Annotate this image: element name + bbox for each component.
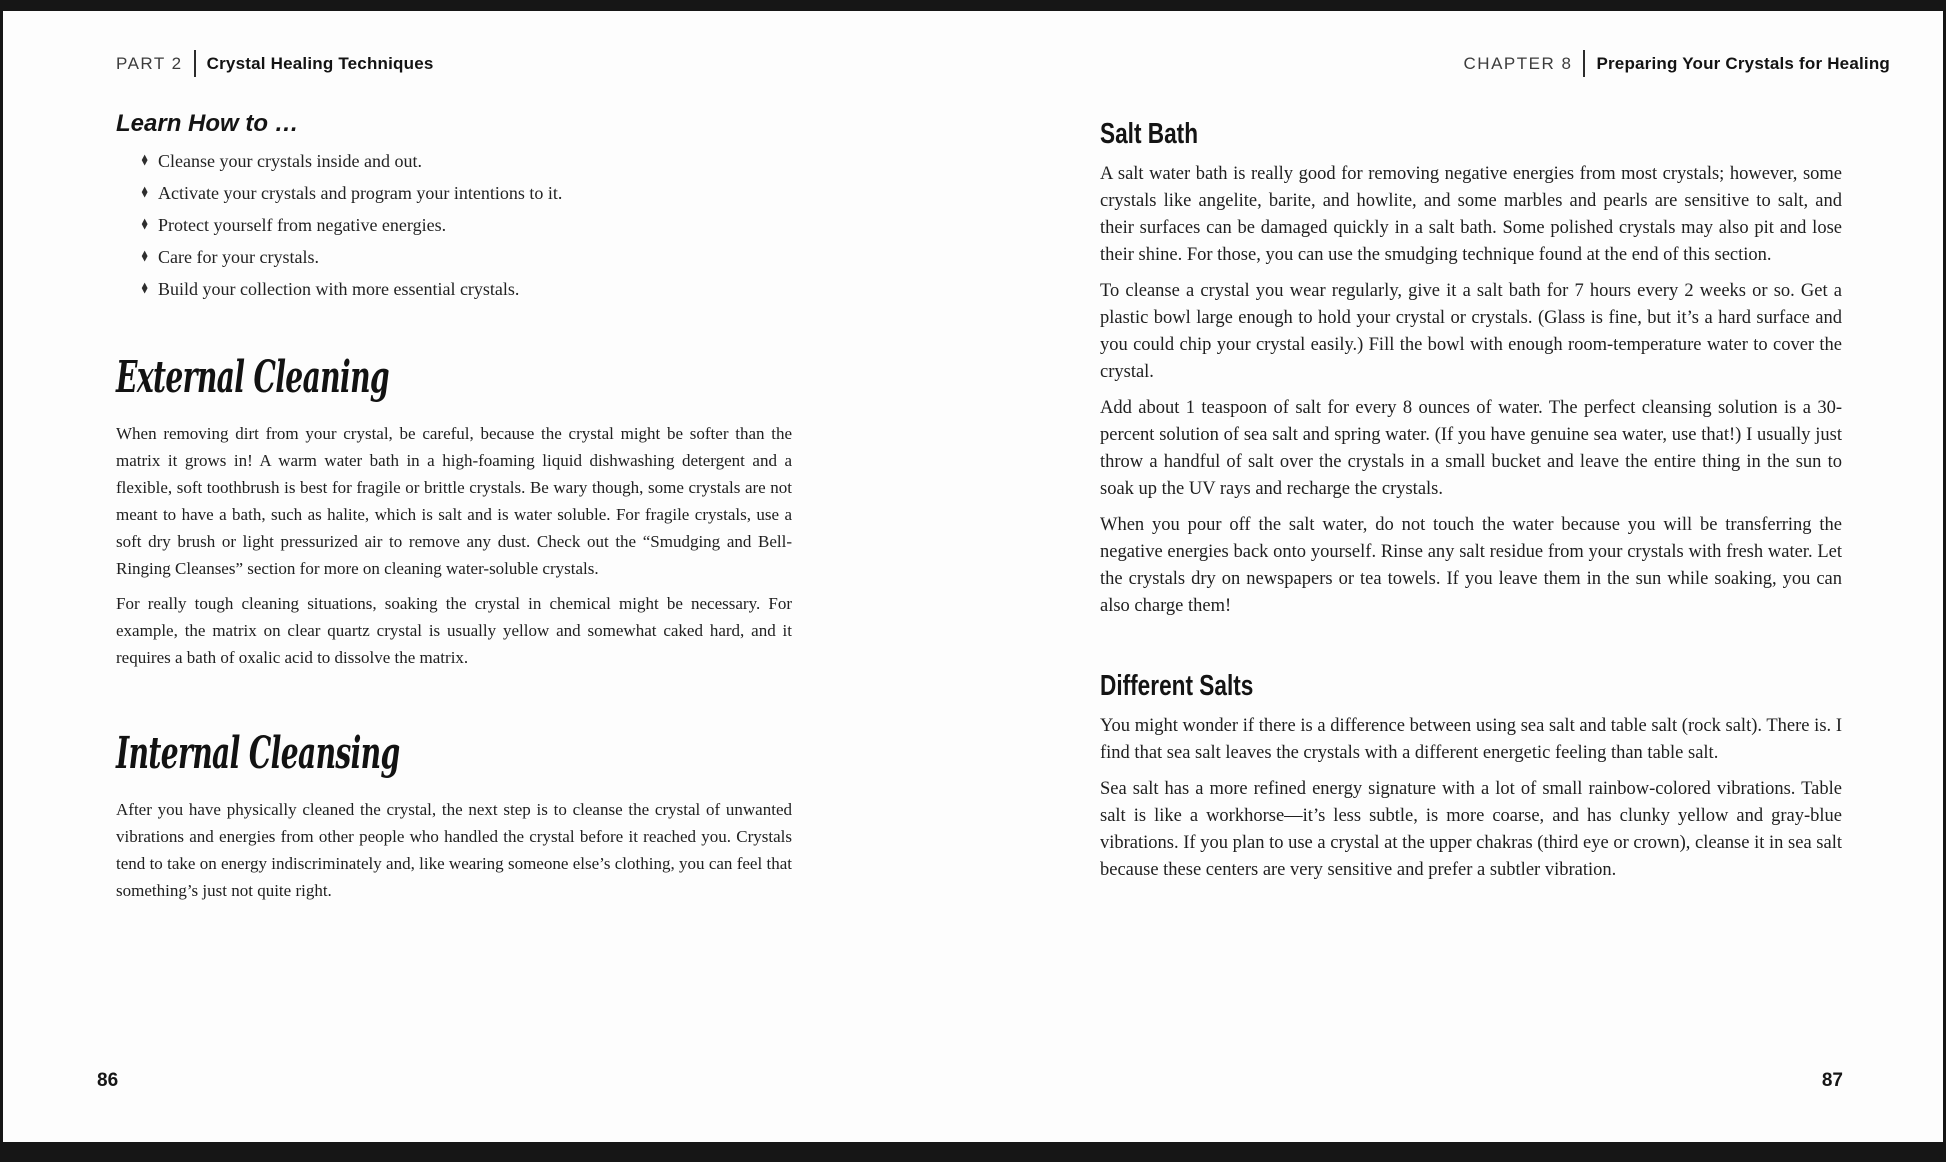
bullet-item-text: Care for your crystals. — [158, 247, 319, 267]
body-paragraph: Add about 1 teaspoon of salt for every 8 ounces of water. The perfect cleansing solution is a 30-percent solution of sea salt and spring water. (If you have genuine sea water, use that!) I usually just throw a handful of salt over the crystals in a small bucket and leave the entire thing in the sun to soak up the UV rays and recharge the crystals. — [1100, 398, 1842, 499]
running-header-right — [1464, 50, 1890, 77]
body-paragraph: After you have physically cleaned the crystal, the next step is to cleanse the crystal of unwanted vibrations and energies from other people who handled the crystal before it reached you. Crystals tend to take on energy indiscriminately and, like wearing someone else’s clothing, you can feel that something’s just not quite right. — [116, 800, 792, 900]
chapter-label: CHAPTER 8 — [1463, 53, 1573, 73]
list-item — [140, 183, 736, 204]
chapter-title: Preparing Your Crystals for Healing — [1596, 53, 1890, 73]
page-number-right: 87 — [1821, 1070, 1843, 1091]
section-heading: Salt Bath — [1100, 118, 1199, 150]
body-paragraph: You might wonder if there is a difference between using sea salt and table salt (rock salt). There is. I find that sea salt leaves the crystals with a different energetic feeling than table salt. — [1100, 716, 1842, 763]
page-number-left: 86 — [97, 1070, 119, 1091]
learn-how-heading: Learn How to … — [116, 110, 299, 137]
body-paragraph: When removing dirt from your crystal, be careful, because the crystal might be softer than the matrix it grows in! A warm water bath in a high-foaming liquid dishwashing detergent and a flexible, soft toothbrush is best for fragile or brittle crystals. Be wary though, some crystals are not meant to have a bath, such as halite, which is salt and is water soluble. For fragile crystals, use a soft dry brush or light pressurized air to remove any dust. Check out the “Smudging and Bell-Ringing Cleanses” section for more on cleaning water-soluble crystals. — [116, 424, 792, 578]
bullet-item-text: Build your collection with more essential crystals. — [158, 279, 520, 299]
part-label: PART 2 — [116, 53, 183, 73]
running-header-left — [116, 50, 434, 77]
body-paragraph: For really tough cleaning situations, soaking the crystal in chemical might be necessary. For example, the matrix on clear quartz crystal is usually yellow and somewhat caked hard, and it requires a bath of oxalic acid to dissolve the matrix. — [116, 594, 792, 667]
body-paragraph: When you pour off the salt water, do not touch the water because you will be transferring the negative energies back onto yourself. Rinse any salt residue from your crystals with fresh water. Let the crystals dry on newspapers or tea towels. If you leave them in the sun while soaking, you can also charge them! — [1100, 515, 1842, 616]
body-paragraph: A salt water bath is really good for removing negative energies from most crystals; however, some crystals like angelite, barite, and howlite, and some marbles and pearls are sensitive to salt, and their surfaces can be damaged quickly in a salt bath. Some polished crystals may also pit and lose their shine. For those, you can use the smudging technique found at the end of this section. — [1100, 164, 1842, 265]
section-internal-cleansing — [116, 728, 792, 912]
body-paragraph: To cleanse a crystal you wear regularly, give it a salt bath for 7 hours every 2 weeks or so. Get a plastic bowl large enough to hold your crystal or crystals. (Glass is fine, but it’s a hard surface and you could chip your crystal easily.) Fill the bowl with enough room-temperature water to cover the crystal. — [1100, 281, 1842, 382]
part-title: Crystal Healing Techniques — [206, 53, 434, 73]
body-paragraph: Sea salt has a more refined energy signature with a lot of small rainbow-colored vibrations. Table salt is like a workhorse—it’s less subtle, is more coarse, and has clunky yellow and gray-blue vibrations. If you plan to use a crystal at the upper chakras (third eye or crown), cleanse it in sea salt because these centers are very sensitive and prefer a subtler vibration. — [1100, 779, 1842, 880]
section-heading: Different Salts — [1100, 670, 1254, 702]
list-item — [140, 215, 736, 236]
header-divider — [1583, 50, 1585, 77]
section-external-cleaning — [116, 352, 792, 679]
diamond-bullet-icon: ♦ — [140, 184, 150, 203]
section-heading: External Cleaning — [116, 352, 389, 403]
list-item — [140, 247, 736, 268]
diamond-bullet-icon: ♦ — [140, 280, 150, 299]
bullet-item-text: Activate your crystals and program your intentions to it. — [158, 183, 563, 203]
diamond-bullet-icon: ♦ — [140, 152, 150, 171]
list-item — [140, 151, 736, 172]
bullet-item-text: Protect yourself from negative energies. — [158, 215, 447, 235]
diamond-bullet-icon: ♦ — [140, 248, 150, 267]
diamond-bullet-icon: ♦ — [140, 216, 150, 235]
section-salt-bath — [1100, 116, 1842, 629]
learn-how-section — [116, 110, 736, 311]
section-different-salts — [1100, 668, 1842, 893]
bullet-item-text: Cleanse your crystals inside and out. — [158, 151, 422, 171]
header-divider — [194, 50, 196, 77]
section-heading: Internal Cleansing — [116, 728, 400, 779]
list-item — [140, 279, 736, 300]
